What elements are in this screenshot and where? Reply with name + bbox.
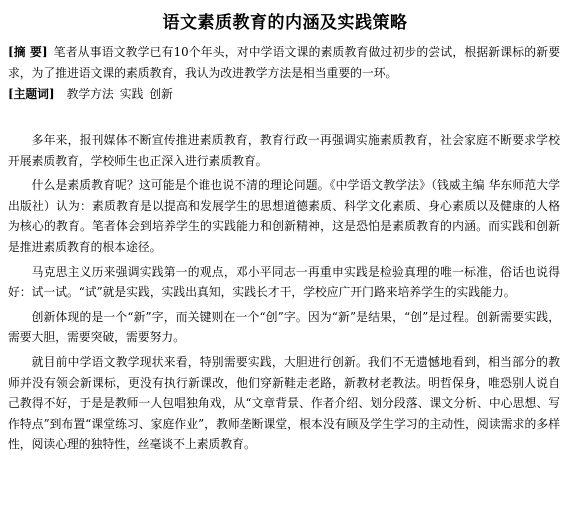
body-paragraph: 什么是素质教育呢？这可能是个谁也说不清的理论问题。《中学语文教学法》（钱威主编 华东师范大学出版社）认为：素质教育是以提高和发展学生的思想道德素质、科学文化素质、身心素质以及健康的人格为核心的教育。笔者体会到培养学生的实践能力和创新精神，这是恐怕是素质教育的内涵。而实践和创新是推进素质教育的根本途径。 [8,178,560,254]
article-title: 语文素质教育的内涵及实践策略 [162,13,408,33]
body-paragraph: 就目前中学语文教学现状来看，特别需要实践，大胆进行创新。我们不无遗憾地看到，相当部分的教师并没有领会新课标，更没有执行新课改，他们穿新鞋走老路，新教材老教法。明哲保身，唯恐别人说自己教得不好，于是是教师一人包唱独角戏，从“文章背景、作者介绍、划分段落、课文分析、中心思想、写作特点”到布置“课堂练习、家庭作业”，教师垄断课堂，根本没有顾及学生学习的主动性，阅读需求的多样性，阅读心理的独特性，丝毫谈不上素质教育。 [8,354,560,452]
abstract [8,42,560,84]
keyword-item: 创新 [149,87,173,101]
article-body [8,130,560,459]
article-meta [8,42,560,105]
body-paragraph: 马克思主义历来强调实践第一的观点，邓小平同志一再重申实践是检验真理的唯一标准，俗话也说得好：试一试。“试”就是实践，实践出真知，实践长才干，学校应广开门路来培养学生的实践能力。 [8,264,560,300]
keyword-item: 教学方法 [66,87,114,101]
abstract-label: [摘 要] [8,45,48,59]
abstract-text: 笔者从事语文教学已有10个年头，对中学语文课的素质教育做过初步的尝试，根据新课标的新要求，为了推进语文课的素质教育，我认为改进教学方法是相当重要的一环。 [8,45,560,80]
keywords-label: [主题词] [8,87,55,101]
body-paragraph: 多年来，报刊媒体不断宣传推进素质教育，教育行政一再强调实施素质教育，社会家庭不断要求学校开展素质教育，学校师生也正深入进行素质教育。 [8,133,560,168]
keywords [8,84,560,105]
keyword-item: 实践 [119,87,144,101]
body-paragraph: 创新体现的是一个“新”字，而关键则在一个“创”字。因为“新”是结果，“创”是过程。创新需要实践，需要大胆，需要突破，需要努力。 [8,309,560,345]
